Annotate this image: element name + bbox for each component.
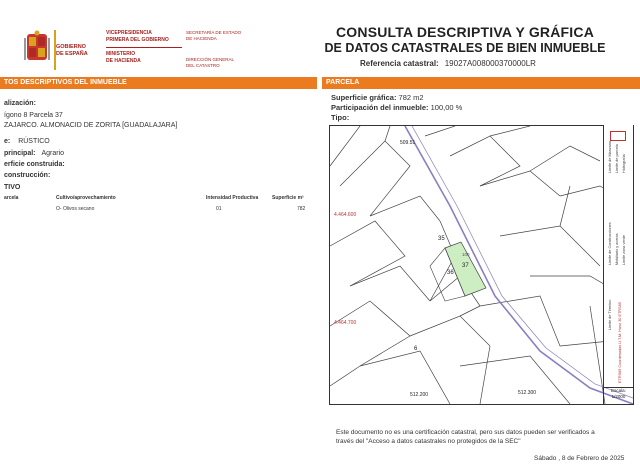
table-header-superficie: Superficie m² xyxy=(272,195,304,201)
map-label-left-coord2: 4.464.700 xyxy=(334,320,357,326)
legend-item-manzana: Limite de Manzana xyxy=(608,140,612,173)
legend-item-hidrografia: Hidrografía xyxy=(622,154,626,173)
superficie-construida-label: erficie construida: xyxy=(4,161,65,168)
legend-footer: ETRS89 Coordenadas U.T.M. Huso 30 ETRS89 xyxy=(618,302,622,383)
legend-item-parcela: Limite de parcela xyxy=(615,144,619,173)
table-header-parcela: arcela xyxy=(4,195,19,201)
localizacion-line1: ígono 8 Parcela 37 xyxy=(4,112,63,119)
gobierno-text: GOBIERNO DE ESPAÑA xyxy=(56,44,88,57)
map-label-parcel-6: 6 xyxy=(414,346,418,352)
legend-item-termino: Limite de Término xyxy=(608,299,612,330)
map-label-parcel-37: 37 xyxy=(462,263,469,269)
document-date: Sábado , 8 de Febrero de 2025 xyxy=(534,455,625,462)
map-label-top-coord: 509.51 xyxy=(400,140,416,146)
cultivo-title: TIVO xyxy=(4,184,21,191)
table-header-cultivo: Cultivo/aprovechamiento xyxy=(56,195,116,201)
direccion-general-text: DIRECCIÓN GENERAL DEL CATASTRO xyxy=(186,57,235,68)
government-logo xyxy=(22,28,180,72)
superficie-grafica-row: Superficie gráfica: 782 m2 xyxy=(331,93,424,102)
document-title-line2: DE DATOS CATASTRALES DE BIEN INMUEBLE xyxy=(324,41,606,55)
referencia-catastral: Referencia catastral: 19027A008000370000LR xyxy=(360,59,536,68)
vicepresidencia-text: VICEPRESIDENCIA PRIMERA DEL GOBIERNO MINISTERIO DE HACIENDA xyxy=(106,30,206,64)
tipo-label: Tipo: xyxy=(331,113,350,122)
parcel-37-highlight xyxy=(445,242,486,296)
map-scale: Escala: 1/2000 xyxy=(603,387,633,404)
table-header-intensidad: Intensidad Productiva xyxy=(206,195,259,201)
map-label-bottom-coord2: 512.300 xyxy=(518,390,537,396)
table-cell-cultivo: O- Olivos secano xyxy=(56,206,95,212)
parcel-map-drawing xyxy=(330,126,633,404)
map-label-parcel-36: 36 xyxy=(447,270,454,276)
localizacion-line2: ZAJARCO. ALMONACID DE ZORITA [GUADALAJARA] xyxy=(4,122,178,129)
map-label-bottom-coord1: 512.200 xyxy=(410,392,429,398)
secretaria-text: SECRETARÍA DE ESTADO DE HACIENDA xyxy=(186,30,242,41)
clase-row: e: RÚSTICO xyxy=(4,138,50,145)
legend-item-construcciones: Limite de Construcciones xyxy=(608,222,612,265)
map-label-parcel-100: 100 xyxy=(462,252,470,257)
map-legend xyxy=(603,125,633,387)
map-label-parcel-35: 35 xyxy=(438,236,445,242)
uso-row: principal: Agrario xyxy=(4,150,65,157)
disclaimer-note: Este documento no es una certificación catastral, pero sus datos pueden ser verificados a través del "Acceso a datos catastrales no protegidos de la SEC" xyxy=(336,429,595,445)
section-header-parcela: PARCELA xyxy=(322,77,640,89)
participacion-row: Participación del inmueble: 100,00 % xyxy=(331,103,463,112)
legend-item-zona-verde: Limite zona verde xyxy=(622,235,626,265)
cadastral-map xyxy=(329,125,634,405)
anio-construccion-label: construcción: xyxy=(4,172,51,179)
document-title-line1: CONSULTA DESCRIPTIVA Y GRÁFICA xyxy=(335,24,594,40)
legend-item-mobiliario: Mobiliario y aceras xyxy=(615,233,619,265)
catastro-logo-icon xyxy=(610,131,626,141)
localizacion-label: alización: xyxy=(4,100,36,107)
table-cell-intensidad: 01 xyxy=(216,206,222,212)
table-cell-superficie: 782 xyxy=(297,206,306,212)
coat-of-arms-icon xyxy=(24,30,50,66)
map-label-left-coord1: 4.464.600 xyxy=(334,212,357,218)
section-header-descriptivos: TOS DESCRIPTIVOS DEL INMUEBLE xyxy=(0,77,317,89)
